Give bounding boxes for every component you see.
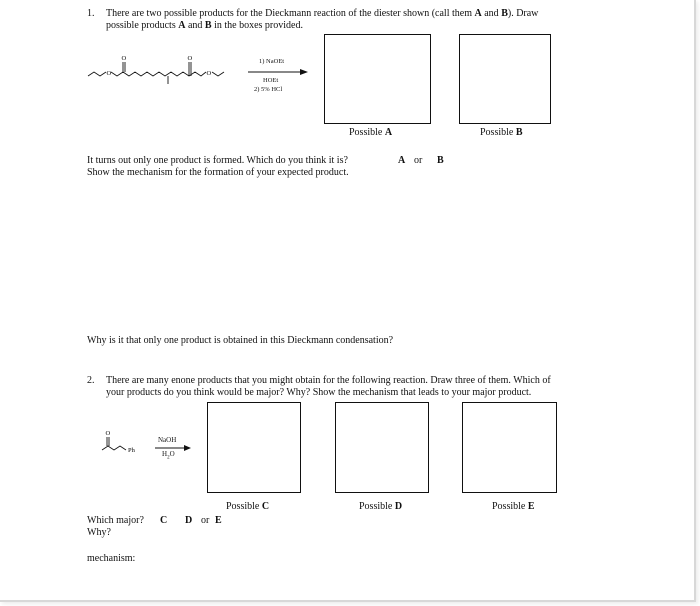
reagent-2: HOEt bbox=[263, 77, 279, 84]
box-b-letter: B bbox=[515, 127, 523, 138]
box-a-label bbox=[349, 127, 392, 138]
diester-o-1: O bbox=[121, 55, 127, 62]
q1-line1-letter-a: A bbox=[474, 8, 482, 19]
box-b-label bbox=[480, 127, 523, 138]
box-a-letter: A bbox=[384, 127, 393, 138]
answer-box-d[interactable] bbox=[335, 402, 429, 493]
q1-line2-b: in the boxes provided. bbox=[211, 20, 303, 31]
reaction-arrow-1 bbox=[248, 67, 308, 77]
box-e-letter: E bbox=[527, 501, 535, 512]
diester-o-3: O bbox=[187, 55, 193, 62]
q1-text-line1 bbox=[106, 8, 538, 20]
q1-why: Why is it that only one product is obtained in this Dieckmann condensation? bbox=[87, 335, 394, 346]
choice-a[interactable]: A bbox=[398, 155, 406, 166]
box-d-label bbox=[359, 501, 402, 512]
box-a-prefix: Possible bbox=[349, 127, 385, 138]
diester-o-2: O bbox=[106, 70, 112, 77]
q1-line2-and: and bbox=[185, 20, 205, 31]
box-d-letter: D bbox=[394, 501, 403, 512]
answer-box-e[interactable] bbox=[462, 402, 557, 493]
reagent-1: 1) NaOEt bbox=[259, 58, 285, 65]
reagent-water bbox=[162, 450, 175, 462]
water-h: H bbox=[162, 450, 168, 458]
q2-number: 2. bbox=[87, 375, 95, 386]
q1-line2-letter-b: B bbox=[204, 20, 212, 31]
box-c-prefix: Possible bbox=[226, 501, 262, 512]
q2-which-major: Which major? bbox=[87, 515, 144, 526]
box-b-prefix: Possible bbox=[480, 127, 516, 138]
q2-text-line2: your products do you think would be major? Why? Show the mechanism that leads to your major product. bbox=[106, 387, 532, 398]
reagent-3: 2) 5% HCl bbox=[254, 86, 283, 93]
q2-mechanism: mechanism: bbox=[87, 553, 136, 564]
ketone-structure bbox=[102, 430, 152, 460]
ketone-ph: Ph bbox=[128, 447, 135, 454]
ketone-o: O bbox=[105, 430, 111, 437]
q1-line1-letter-b: B bbox=[501, 8, 508, 19]
q1-line2-a: possible products bbox=[106, 20, 179, 31]
q1-line1-b: ). Draw bbox=[507, 8, 539, 19]
answer-box-a[interactable] bbox=[324, 34, 431, 124]
box-e-prefix: Possible bbox=[492, 501, 528, 512]
q1-line1-a: There are two possible products for the Dieckmann reaction of the diester shown (call them bbox=[106, 8, 475, 19]
choice-b[interactable]: B bbox=[437, 155, 444, 166]
choice-or-1: or bbox=[414, 155, 423, 166]
box-e-label bbox=[492, 501, 535, 512]
reagent-naoh: NaOH bbox=[158, 436, 177, 444]
diester-structure bbox=[88, 52, 248, 92]
q2-why: Why? bbox=[87, 527, 111, 538]
water-o: O bbox=[169, 450, 175, 458]
box-d-prefix: Possible bbox=[359, 501, 395, 512]
q2-text-line1: There are many enone products that you might obtain for the following reaction. Draw three of them. Which of bbox=[106, 375, 551, 386]
answer-box-c[interactable] bbox=[207, 402, 301, 493]
diester-o-4: O bbox=[206, 70, 212, 77]
box-c-letter: C bbox=[261, 501, 270, 512]
q1-line2-letter-a: A bbox=[178, 20, 186, 31]
box-c-label bbox=[226, 501, 269, 512]
q1-question: It turns out only one product is formed. Which do you think it is? bbox=[87, 155, 348, 166]
q1-number: 1. bbox=[87, 8, 95, 19]
choice-or-2: or bbox=[201, 515, 210, 526]
water-sub: 2 bbox=[167, 455, 170, 461]
choice-e[interactable]: E bbox=[215, 515, 222, 526]
answer-box-b[interactable] bbox=[459, 34, 551, 124]
choice-c[interactable]: C bbox=[160, 515, 168, 526]
choice-d[interactable]: D bbox=[185, 515, 193, 526]
q1-line1-and: and bbox=[481, 8, 502, 19]
q1-show-mechanism: Show the mechanism for the formation of your expected product. bbox=[87, 167, 349, 178]
q1-text-line2 bbox=[106, 20, 303, 32]
